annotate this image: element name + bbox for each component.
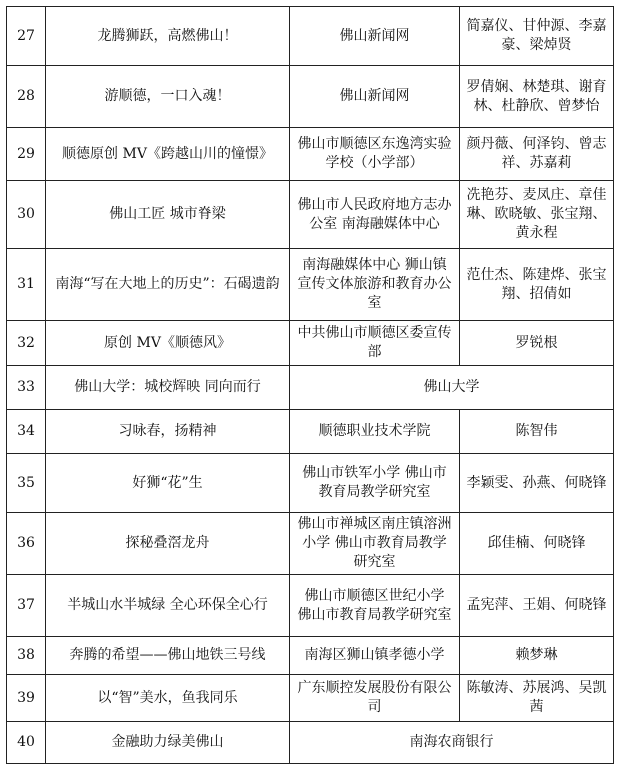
work-title: 龙腾狮跃，高燃佛山！ <box>46 7 290 66</box>
work-title: 原创 MV《顺德风》 <box>46 321 290 366</box>
row-number: 35 <box>7 454 46 513</box>
authors: 冼艳芬、麦凤庄、章佳琳、欧晓敏、张宝翔、黄永程 <box>460 181 614 249</box>
organization: 佛山新闻网 <box>290 66 460 128</box>
table-row <box>7 128 614 181</box>
organization: 佛山市顺德区世纪小学 佛山市教育局教学研究室 <box>290 575 460 637</box>
row-number: 40 <box>7 722 46 764</box>
authors: 颜丹薇、何泽钧、曾志祥、苏嘉莉 <box>460 128 614 181</box>
table-row <box>7 454 614 513</box>
table-row <box>7 410 614 454</box>
organization: 佛山新闻网 <box>290 7 460 66</box>
table-row <box>7 181 614 249</box>
row-number: 27 <box>7 7 46 66</box>
row-number: 34 <box>7 410 46 454</box>
organization: 顺德职业技术学院 <box>290 410 460 454</box>
table-row <box>7 366 614 410</box>
work-title: 佛山工匠 城市脊梁 <box>46 181 290 249</box>
row-number: 31 <box>7 249 46 321</box>
table-row <box>7 575 614 637</box>
work-title: 习咏春，扬精神 <box>46 410 290 454</box>
authors: 罗锐根 <box>460 321 614 366</box>
row-number: 28 <box>7 66 46 128</box>
work-title: 探秘叠滘龙舟 <box>46 513 290 575</box>
organization: 南海区狮山镇孝德小学 <box>290 637 460 675</box>
award-table <box>6 6 614 764</box>
table-row <box>7 513 614 575</box>
work-title: 好狮“花”生 <box>46 454 290 513</box>
table-row <box>7 7 614 66</box>
row-number: 36 <box>7 513 46 575</box>
authors: 范仕杰、陈建烨、张宝翔、招倩如 <box>460 249 614 321</box>
row-number: 38 <box>7 637 46 675</box>
authors: 李颖雯、孙燕、何晓锋 <box>460 454 614 513</box>
work-title: 以“智”美水，鱼我同乐 <box>46 675 290 722</box>
table-row <box>7 321 614 366</box>
table-row <box>7 637 614 675</box>
organization: 南海融媒体中心 狮山镇宣传文体旅游和教育办公室 <box>290 249 460 321</box>
table-row <box>7 675 614 722</box>
row-number: 33 <box>7 366 46 410</box>
authors: 简嘉仪、甘仲源、李嘉豪、梁焯贤 <box>460 7 614 66</box>
organization: 佛山市顺德区东逸湾实验学校（小学部） <box>290 128 460 181</box>
work-title: 南海“写在大地上的历史”：石碣遗韵 <box>46 249 290 321</box>
work-title: 半城山水半城绿 全心环保全心行 <box>46 575 290 637</box>
row-number: 39 <box>7 675 46 722</box>
organization: 广东顺控发展股份有限公司 <box>290 675 460 722</box>
row-number: 37 <box>7 575 46 637</box>
organization: 中共佛山市顺德区委宣传部 <box>290 321 460 366</box>
authors: 陈敏涛、苏展鸿、吴凯茜 <box>460 675 614 722</box>
work-title: 奔腾的希望——佛山地铁三号线 <box>46 637 290 675</box>
organization: 佛山市禅城区南庄镇溶洲小学 佛山市教育局教学研究室 <box>290 513 460 575</box>
table-row <box>7 66 614 128</box>
authors: 孟宪萍、王娟、何晓锋 <box>460 575 614 637</box>
work-title: 金融助力绿美佛山 <box>46 722 290 764</box>
work-title: 游顺德，一口入魂！ <box>46 66 290 128</box>
organization: 佛山市人民政府地方志办公室 南海融媒体中心 <box>290 181 460 249</box>
work-title: 顺德原创 MV《跨越山川的憧憬》 <box>46 128 290 181</box>
authors: 陈智伟 <box>460 410 614 454</box>
table-row <box>7 249 614 321</box>
organization: 佛山市铁军小学 佛山市教育局教学研究室 <box>290 454 460 513</box>
row-number: 30 <box>7 181 46 249</box>
authors: 邱佳楠、何晓锋 <box>460 513 614 575</box>
work-title: 佛山大学：城校辉映 同向而行 <box>46 366 290 410</box>
authors: 赖梦琳 <box>460 637 614 675</box>
authors: 罗倩娴、林楚琪、谢育林、杜静欣、曾梦怡 <box>460 66 614 128</box>
table-row <box>7 722 614 764</box>
merged-org-author: 佛山大学 <box>290 366 614 410</box>
row-number: 29 <box>7 128 46 181</box>
merged-org-author: 南海农商银行 <box>290 722 614 764</box>
row-number: 32 <box>7 321 46 366</box>
